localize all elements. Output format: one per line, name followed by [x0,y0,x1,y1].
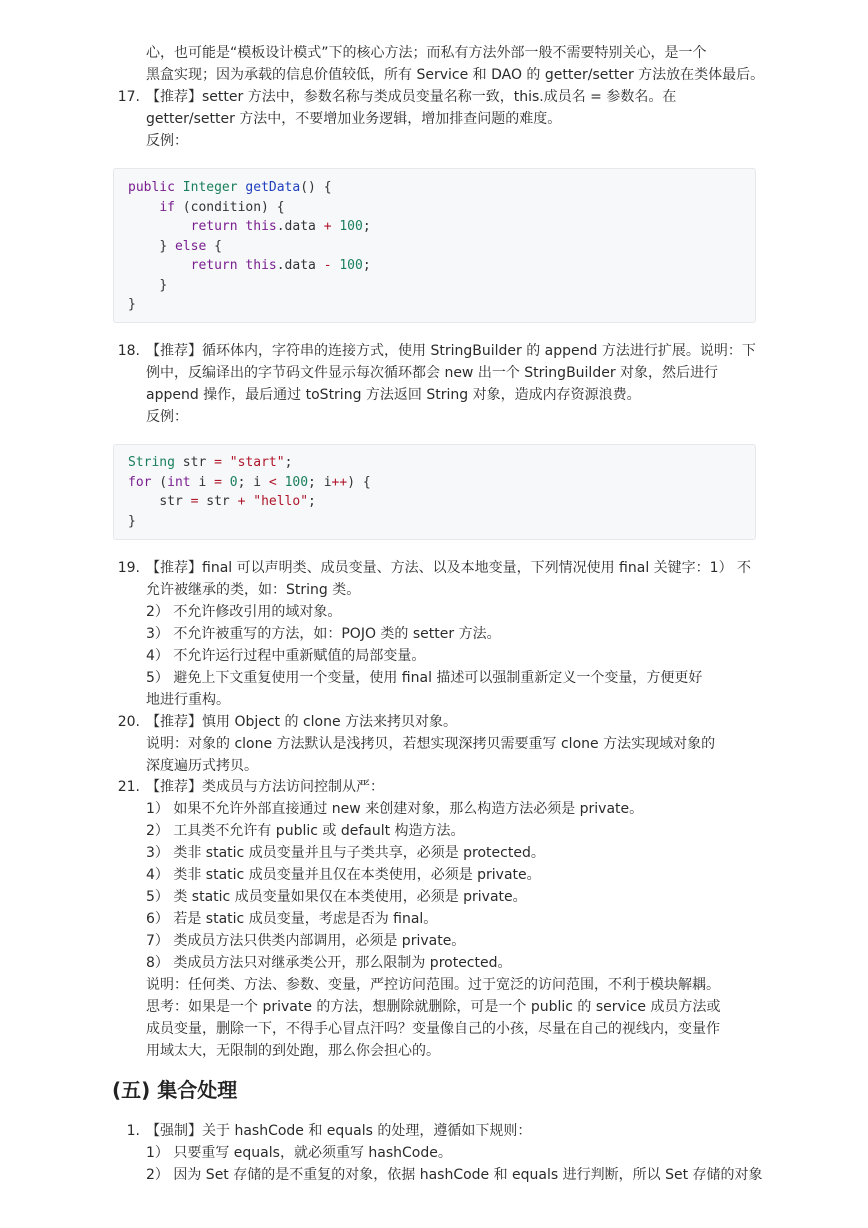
list-item-text: 地进行重构。 [146,692,230,708]
code-block-getdata [113,168,756,323]
list-item-text: 4） 不允许运行过程中重新赋值的局部变量。 [146,648,426,664]
code-line: if (condition) { [159,200,285,215]
list-item-text: 5） 避免上下文重复使用一个变量，使用 final 描述可以强制重新定义一个变量，方便更好 [146,670,703,686]
list-item-text: 【推荐】setter 方法中，参数名称与类成员变量名称一致，this.成员名 = 参数名。在 [146,89,677,105]
code-line: return this.data + 100; [190,219,371,234]
list-number: 20. [117,714,140,730]
code-line: } else { [159,239,222,254]
list-item-text: 说明：任何类、方法、参数、变量，严控访问范围。过于宽泛的访问范围，不利于模块解耦。 [146,977,720,993]
list-item-text: 例中，反编译出的字节码文件显示每次循环都会 new 出一个 StringBuilder 对象，然后进行 [146,365,719,381]
code-line: String str = "start"; [128,455,293,470]
list-item-text: 思考：如果是一个 private 的方法，想删除就删除，可是一个 public 的 service 成员方法或 [146,999,721,1015]
list-item-text: 2） 不允许修改引用的域对象。 [146,604,342,620]
list-item-text: 3） 不允许被重写的方法，如：POJO 类的 setter 方法。 [146,626,501,642]
list-item-text: 6） 若是 static 成员变量，考虑是否为 final。 [146,911,438,927]
list-item-text: 2） 工具类不允许有 public 或 default 构造方法。 [146,823,465,839]
code-line: for (int i = 0; i < 100; i++) { [128,475,371,490]
list-number: 19. [117,560,140,576]
paragraph-line: 心，也可能是“模板设计模式”下的核心方法；而私有方法外部一般不需要特别关心，是一个 [146,45,707,61]
list-item-text: 4） 类非 static 成员变量并且仅在本类使用，必须是 private。 [146,867,541,883]
list-item-text: 【推荐】循环体内，字符串的连接方式，使用 StringBuilder 的 append 方法进行扩展。说明：下 [146,343,756,359]
list-item-text: 说明：对象的 clone 方法默认是浅拷贝，若想实现深拷贝需要重写 clone 方法实现域对象的 [146,736,716,752]
section-heading: (五) 集合处理 [112,1078,238,1102]
code-line: public Integer getData() { [128,180,332,195]
paragraph-line: 黑盒实现；因为承载的信息价值较低，所有 Service 和 DAO 的 getter/setter 方法放在类体最后。 [146,67,765,83]
list-item-text: 【强制】关于 hashCode 和 equals 的处理，遵循如下规则： [146,1123,532,1139]
list-item-text: 1） 只要重写 equals，就必须重写 hashCode。 [146,1145,452,1161]
code-block-stringbuilder [113,444,756,540]
list-item-text: 1） 如果不允许外部直接通过 new 来创建对象，那么构造方法必须是 private。 [146,801,644,817]
code-line: str = str + "hello"; [159,494,316,509]
list-item-text: 7） 类成员方法只供类内部调用，必须是 private。 [146,933,466,949]
list-number: 17. [117,89,140,105]
list-item-text: 深度遍历式拷贝。 [146,758,258,774]
list-item-text: 5） 类 static 成员变量如果仅在本类使用，必须是 private。 [146,889,527,905]
list-item-text: 2） 因为 Set 存储的是不重复的对象，依据 hashCode 和 equals 进行判断，所以 Set 存储的对象 [146,1167,763,1183]
list-item-text: 用域太大，无限制的到处跑，那么你会担心的。 [146,1043,440,1059]
code-line: } [159,278,168,293]
list-item-text: 【推荐】慎用 Object 的 clone 方法来拷贝对象。 [146,714,458,730]
list-number: 18. [117,343,140,359]
list-item-text: 允许被继承的类，如：String 类。 [146,582,361,598]
list-item-text: 【推荐】final 可以声明类、成员变量、方法、以及本地变量，下列情况使用 final 关键字：1） 不 [146,560,752,576]
code-line: } [128,514,136,529]
code-line: return this.data - 100; [190,258,371,273]
list-item-text: 反例： [146,133,188,149]
list-item-text: 【推荐】类成员与方法访问控制从严： [146,779,384,795]
list-item-text: 成员变量，删除一下，不得手心冒点汗吗？变量像自己的小孩，尽量在自己的视线内，变量作 [146,1021,720,1037]
list-item-text: append 操作，最后通过 toString 方法返回 String 对象，造成内存资源浪费。 [146,387,641,403]
list-item-text: 3） 类非 static 成员变量并且与子类共享，必须是 protected。 [146,845,545,861]
list-item-text: 反例： [146,409,188,425]
list-number: 1. [126,1123,140,1139]
list-item-text: 8） 类成员方法只对继承类公开，那么限制为 protected。 [146,955,512,971]
list-item-text: getter/setter 方法中，不要增加业务逻辑，增加排查问题的难度。 [146,111,562,127]
list-number: 21. [117,779,140,795]
code-line: } [128,297,136,312]
